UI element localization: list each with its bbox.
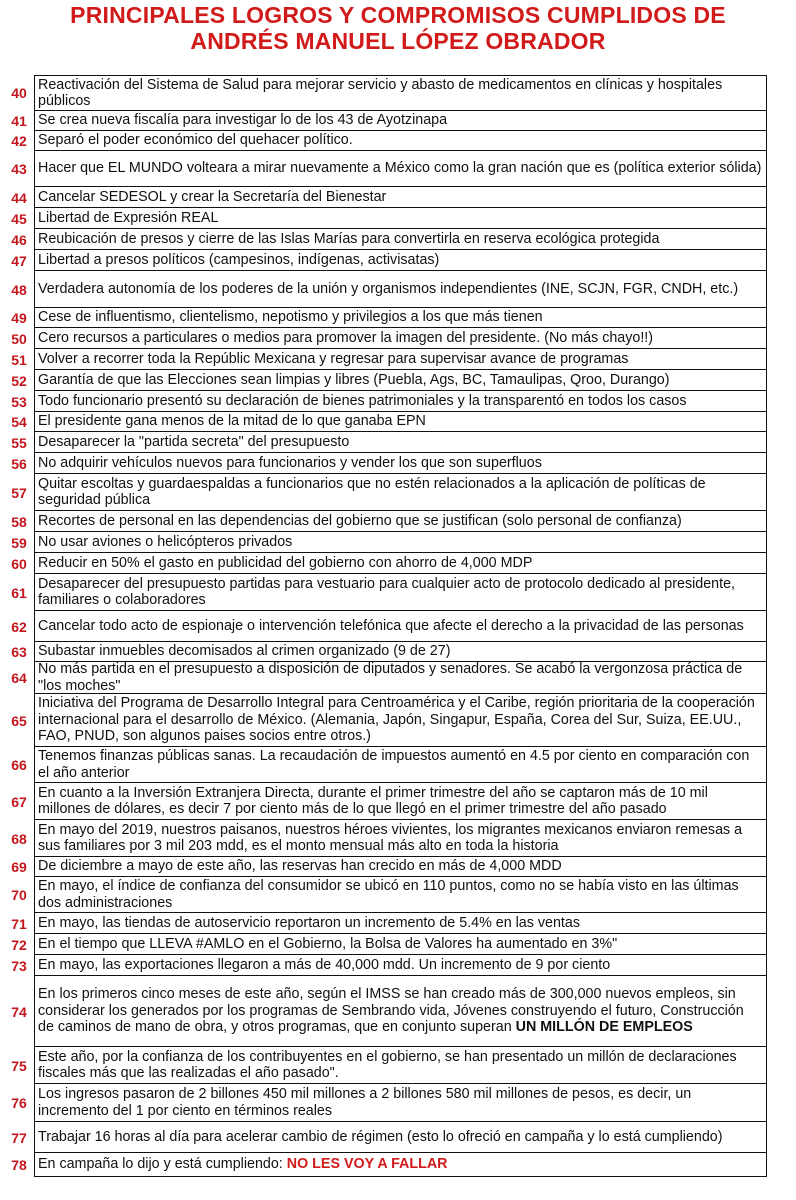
item-text-block <box>38 1156 448 1173</box>
item-number: 66 <box>11 757 27 773</box>
item-text-block <box>38 372 670 389</box>
table-row <box>0 511 796 532</box>
item-text-block <box>38 822 763 855</box>
item-cell <box>34 208 767 229</box>
table-row <box>0 747 796 783</box>
item-number: 73 <box>11 957 27 974</box>
table-row <box>0 574 796 611</box>
table-row <box>0 955 796 976</box>
item-cell <box>34 694 767 747</box>
item-number: 46 <box>11 231 27 248</box>
item-text: Quitar escoltas y guardaespaldas a funcionarios que no estén relacionados a la aplicación de políticas de seguridad pública <box>38 475 706 508</box>
item-text-block <box>38 112 447 129</box>
item-number: 51 <box>11 351 27 368</box>
item-text: En campaña lo dijo y está cumpliendo: <box>38 1156 287 1173</box>
item-number: 58 <box>11 513 27 530</box>
item-text: Subastar inmuebles decomisados al crimen organizado (9 de 27) <box>38 643 451 660</box>
item-text-block <box>38 132 353 149</box>
item-cell <box>34 75 767 111</box>
table-row <box>0 934 796 955</box>
item-cell <box>34 432 767 453</box>
table-row <box>0 131 796 151</box>
item-number: 75 <box>11 1057 27 1074</box>
item-text: Separó el poder económico del quehacer político. <box>38 132 353 149</box>
item-text-block <box>38 618 744 635</box>
item-cell <box>34 250 767 271</box>
item-cell <box>34 131 767 151</box>
item-text: Hacer que EL MUNDO volteara a mirar nuevamente a México como la gran nación que es (política exterior sólida) <box>38 160 762 177</box>
item-cell <box>34 151 767 187</box>
item-number: 61 <box>11 584 27 601</box>
table-row <box>0 349 796 370</box>
table-row <box>0 820 796 857</box>
item-text: Recortes de personal en las dependencias del gobierno que se justifican (solo personal de confianza) <box>38 512 682 529</box>
item-cell <box>34 574 767 611</box>
table-row <box>0 662 796 694</box>
item-number: 50 <box>11 330 27 347</box>
item-text-block <box>38 555 532 572</box>
item-text-block <box>38 1049 763 1082</box>
item-cell <box>34 532 767 553</box>
item-cell <box>34 1084 767 1122</box>
table-row <box>0 877 796 913</box>
item-cell <box>34 453 767 474</box>
table-row <box>0 694 796 747</box>
item-cell <box>34 1122 767 1153</box>
item-text: Garantía de que las Elecciones sean limpias y libres (Puebla, Ags, BC, Tamaulipas, Qroo, Durango) <box>38 371 670 388</box>
item-text-block <box>38 330 653 347</box>
item-text: Reactivación del Sistema de Salud para mejorar servicio y abasto de medicamentos en clínicas y hospitales públicos <box>38 76 723 109</box>
title-line-2: ANDRÉS MANUEL LÓPEZ OBRADOR <box>190 28 606 54</box>
item-number: 56 <box>11 455 27 472</box>
item-cell <box>34 955 767 976</box>
item-emphasis: NO LES VOY A FALLAR <box>286 1156 448 1173</box>
item-text-block <box>38 513 682 530</box>
item-number: 78 <box>11 1157 27 1173</box>
item-text-block <box>38 534 292 551</box>
item-text: En mayo del 2019, nuestros paisanos, nuestros héroes vivientes, los migrantes mexicanos enviaron remesas a sus familiares por 3 mil 203 mdd, es el monto mensual más alto en toda la historia <box>38 821 743 854</box>
table-row <box>0 308 796 328</box>
table-row <box>0 857 796 877</box>
item-cell <box>34 412 767 432</box>
item-text: En los primeros cinco meses de este año, según el IMSS se han creado más de 300,000 nuevos empleos, sin considerar los generados por los programas de Sembrando vida, Jóvenes construyendo el futuro, Construcción de caminos de mano de obra, y otros programas, que en conjunto superan <box>38 986 744 1036</box>
item-text-block <box>38 281 738 298</box>
item-text-block <box>38 434 349 451</box>
item-text-block <box>38 1129 723 1146</box>
item-number: 55 <box>11 434 27 451</box>
item-cell <box>34 783 767 820</box>
item-text-block <box>38 351 628 368</box>
table-row <box>0 1047 796 1084</box>
item-text-block <box>38 661 763 694</box>
table-row <box>0 250 796 271</box>
item-cell <box>34 271 767 308</box>
table-row <box>0 1122 796 1153</box>
item-text: No adquirir vehículos nuevos para funcionarios y vender los que son superfluos <box>38 454 542 471</box>
item-number: 64 <box>11 670 27 686</box>
item-text: No usar aviones o helicópteros privados <box>38 533 293 550</box>
item-number: 43 <box>11 161 27 177</box>
item-text: Los ingresos pasaron de 2 billones 450 mil millones a 2 billones 580 mil millones de pesos, es decir, un incremento del 1 por ciento en términos reales <box>38 1086 692 1119</box>
table-row <box>0 432 796 453</box>
page-title <box>0 2 796 54</box>
item-number: 41 <box>11 113 27 129</box>
item-number: 57 <box>11 484 27 501</box>
item-cell <box>34 391 767 412</box>
item-number: 59 <box>11 534 27 551</box>
item-text-block <box>38 986 763 1036</box>
item-text: En el tiempo que LLEVA #AMLO en el Gobierno, la Bolsa de Valores ha aumentado en 3%" <box>38 935 618 952</box>
item-text-block <box>38 393 687 410</box>
item-text: Se crea nueva fiscalía para investigar lo de los 43 de Ayotzinapa <box>38 112 448 129</box>
table-row <box>0 532 796 553</box>
table-row <box>0 208 796 229</box>
item-text: Cancelar SEDESOL y crear la Secretaría del Bienestar <box>38 188 387 205</box>
item-number: 53 <box>11 393 27 410</box>
item-cell <box>34 934 767 955</box>
table-row <box>0 553 796 574</box>
item-cell <box>34 611 767 642</box>
item-cell <box>34 642 767 662</box>
item-text-block <box>38 231 659 248</box>
table-row <box>0 151 796 187</box>
item-text: Trabajar 16 horas al día para acelerar cambio de régimen (esto lo ofreció en campaña y lo está cumpliendo) <box>38 1128 723 1145</box>
item-text: Desaparecer del presupuesto partidas para vestuario para cualquier acto de protocolo dedicado al presidente, familiares o colaboradores <box>38 575 736 608</box>
item-cell <box>34 747 767 783</box>
item-text: Todo funcionario presentó su declaración de bienes patrimoniales y la transparentó en todos los casos <box>38 392 687 409</box>
item-cell <box>34 511 767 532</box>
item-number: 67 <box>11 793 27 810</box>
table-row <box>0 328 796 349</box>
item-number: 48 <box>11 281 27 298</box>
table-row <box>0 783 796 820</box>
item-text-block <box>38 878 763 911</box>
item-text: En mayo, las tiendas de autoservicio reportaron un incremento de 5.4% en las ventas <box>38 914 581 931</box>
item-number: 74 <box>11 1003 27 1020</box>
item-text-block <box>38 189 386 206</box>
item-text-block <box>38 576 763 609</box>
item-cell <box>34 662 767 694</box>
table-row <box>0 229 796 250</box>
item-text: Iniciativa del Programa de Desarrollo Integral para Centroamérica y el Caribe, región prioritaria de la cooperación internacional para el desarrollo de México. (Alemania, Japón, Singapur, España, Corea del Sur, Suiza, EE.UU., FAO, PNUD, son algunos paises socios entre otros.) <box>38 695 755 745</box>
table-row <box>0 611 796 642</box>
item-cell <box>34 976 767 1047</box>
item-number: 62 <box>11 618 27 635</box>
table-row <box>0 1153 796 1177</box>
item-text-block <box>38 252 439 269</box>
item-cell <box>34 913 767 934</box>
item-text-block <box>38 309 543 326</box>
item-text: Cero recursos a particulares o medios para promover la imagen del presidente. (No más chayo!!) <box>38 329 654 346</box>
item-number: 60 <box>11 555 27 572</box>
item-text-block <box>38 210 218 227</box>
item-number: 72 <box>11 936 27 953</box>
item-number: 71 <box>11 915 27 932</box>
table-row <box>0 271 796 308</box>
item-text: Verdadera autonomía de los poderes de la unión y organismos independientes (INE, SCJN, FGR, CNDH, etc.) <box>38 280 739 297</box>
item-text-block <box>38 858 562 875</box>
item-text: Reducir en 50% el gasto en publicidad del gobierno con ahorro de 4,000 MDP <box>38 554 533 571</box>
item-number: 76 <box>11 1095 27 1111</box>
item-number: 47 <box>11 252 27 269</box>
table-row <box>0 1084 796 1122</box>
item-text: Volver a recorrer toda la Repúblic Mexicana y regresar para supervisar avance de programas <box>38 350 629 367</box>
item-text-block <box>38 1086 763 1119</box>
item-text-block <box>38 643 450 660</box>
table-row <box>0 453 796 474</box>
table-row <box>0 111 796 131</box>
item-text: Cese de influentismo, clientelismo, nepotismo y privilegios a los que más tienen <box>38 309 543 326</box>
item-number: 49 <box>11 310 27 326</box>
item-text-block <box>38 455 542 472</box>
item-cell <box>34 328 767 349</box>
item-text-block <box>38 915 580 932</box>
item-number: 40 <box>11 85 27 101</box>
item-text-block <box>38 748 763 781</box>
item-cell <box>34 187 767 208</box>
item-text: Libertad a presos políticos (campesinos, indígenas, activisatas) <box>38 251 440 268</box>
item-cell <box>34 229 767 250</box>
item-cell <box>34 857 767 877</box>
item-cell <box>34 1153 767 1177</box>
item-text-block <box>38 77 763 110</box>
item-text: El presidente gana menos de la mitad de lo que ganaba EPN <box>38 413 426 430</box>
item-text-block <box>38 936 617 953</box>
item-number: 54 <box>11 414 27 430</box>
item-cell <box>34 111 767 131</box>
item-cell <box>34 553 767 574</box>
item-number: 42 <box>11 133 27 149</box>
item-text: En cuanto a la Inversión Extranjera Directa, durante el primer trimestre del año se captaron más de 10 mil millones de dólares, es decir 7 por ciento más de lo que llegó en el primer trimestre del año pasado <box>38 784 708 817</box>
table-row <box>0 474 796 511</box>
item-text: Este año, por la confianza de los contribuyentes en el gobierno, se han presentado un millón de declaraciones fiscales más que las realizadas el año pasado". <box>38 1048 737 1081</box>
item-text-block <box>38 695 763 745</box>
item-text: Libertad de Expresión REAL <box>38 209 219 226</box>
item-text-block <box>38 160 761 177</box>
item-cell <box>34 820 767 857</box>
table-row <box>0 187 796 208</box>
item-text: De diciembre a mayo de este año, las reservas han crecido en más de 4,000 MDD <box>38 858 562 875</box>
item-number: 63 <box>11 644 27 660</box>
title-line-1: PRINCIPALES LOGROS Y COMPROMISOS CUMPLIDOS DE <box>70 2 726 28</box>
item-text: No más partida en el presupuesto a disposición de diputados y senadores. Se acabó la vergonzosa práctica de "los moches" <box>38 661 743 694</box>
item-text-block <box>38 476 763 509</box>
table-row <box>0 913 796 934</box>
item-text: Reubicación de presos y cierre de las Islas Marías para convertirla en reserva ecológica protegida <box>38 230 660 247</box>
table-row <box>0 976 796 1047</box>
table-row <box>0 412 796 432</box>
item-cell <box>34 349 767 370</box>
item-emphasis: UN MILLÓN DE EMPLEOS <box>515 1019 693 1036</box>
item-text: En mayo, las exportaciones llegaron a más de 40,000 mdd. Un incremento de 9 por ciento <box>38 956 611 973</box>
item-cell <box>34 308 767 328</box>
item-text-block <box>38 413 426 430</box>
item-text: Cancelar todo acto de espionaje o intervención telefónica que afecte el derecho a la privacidad de las personas <box>38 617 744 634</box>
item-cell <box>34 474 767 511</box>
item-text: Desaparecer la "partida secreta" del presupuesto <box>38 433 350 450</box>
table-row <box>0 370 796 391</box>
table-row <box>0 642 796 662</box>
item-number: 45 <box>11 210 27 227</box>
item-number: 77 <box>11 1129 27 1146</box>
table-row <box>0 75 796 111</box>
item-text-block <box>38 785 763 818</box>
item-number: 44 <box>11 189 27 206</box>
item-cell <box>34 1047 767 1084</box>
item-number: 70 <box>11 887 27 903</box>
item-cell <box>34 877 767 913</box>
item-text: Tenemos finanzas públicas sanas. La recaudación de impuestos aumentó en 4.5 por ciento en comparación con el año anterior <box>38 748 750 781</box>
item-number: 52 <box>11 372 27 389</box>
item-number: 69 <box>11 859 27 875</box>
table-row <box>0 391 796 412</box>
item-cell <box>34 370 767 391</box>
item-text: En mayo, el índice de confianza del consumidor se ubicó en 110 puntos, como no se había visto en las últimas dos administraciones <box>38 878 739 911</box>
item-number: 68 <box>11 830 27 847</box>
item-text-block <box>38 957 610 974</box>
achievements-table <box>0 75 796 1177</box>
item-number: 65 <box>11 712 27 729</box>
